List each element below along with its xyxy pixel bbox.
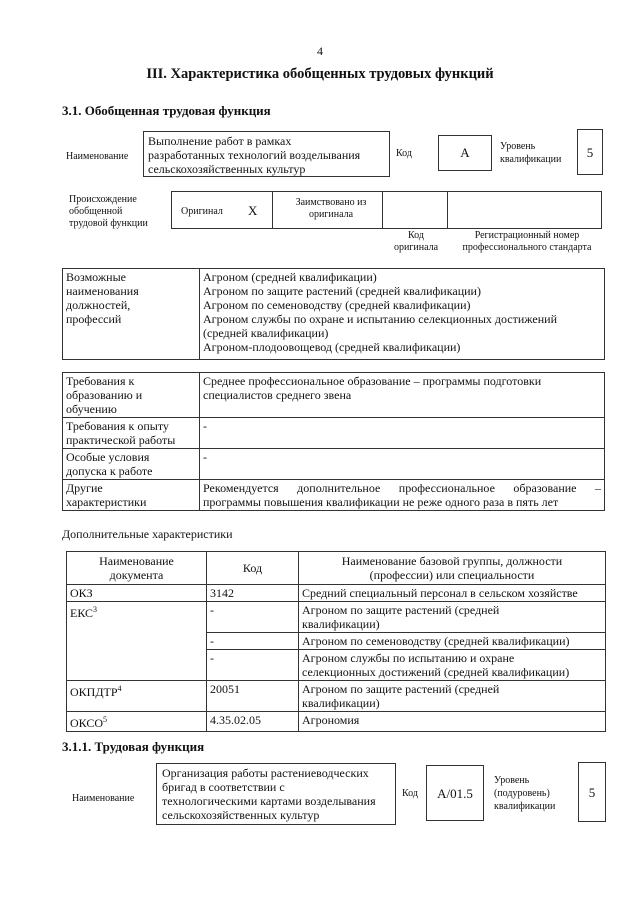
requirements-row [63, 449, 605, 480]
footnote-mark: 5 [103, 715, 108, 724]
gtf-name-line: Выполнение работ в рамках [148, 134, 292, 148]
extra-name-cell [299, 681, 606, 712]
extra-table [66, 551, 606, 732]
requirement-value-line: - [203, 419, 207, 433]
origin-label-line: обобщенной [69, 206, 123, 217]
requirement-label-line: Требования к опыту [66, 419, 169, 433]
extra-header-doc [67, 552, 207, 585]
extra-header-line: (профессии) или специальности [369, 568, 535, 582]
positions-label [63, 269, 200, 360]
tf-level-label-line: Уровень [494, 775, 530, 786]
position-item: (средней квалификации) [203, 326, 329, 340]
extra-code-cell [207, 681, 299, 712]
extra-name-line: селекционных достижений (средней квалификации) [302, 665, 570, 679]
origin-code-caption [388, 230, 444, 254]
tf-name-line: Организация работы растениеводческих [162, 766, 369, 780]
extra-doc: ЕКС [70, 606, 94, 620]
position-item: Агроном службы по охране и испытанию селекционных достижений [203, 312, 558, 326]
extra-name-line: квалификации) [302, 696, 380, 710]
gtf-name-box [143, 131, 390, 177]
requirement-value-line: программы повышения квалификации не реже одного раза в пять лет [203, 495, 559, 509]
extra-header-code [207, 552, 299, 585]
origin-code-caption-line: Код [408, 230, 424, 241]
requirement-value [200, 373, 605, 418]
requirement-value-line: Рекомендуется дополнительное профессиональное образование – [203, 481, 601, 495]
origin-original-label: Оригинал [181, 206, 223, 217]
extra-name-line: Средний специальный персонал в сельском хозяйстве [302, 586, 578, 600]
position-item: Агроном (средней квалификации) [203, 270, 377, 284]
origin-reg-caption-line: профессионального стандарта [462, 242, 592, 253]
positions-label-line: наименования [66, 284, 139, 298]
extra-table-header [67, 552, 606, 585]
gtf-code-value: А [438, 135, 492, 171]
origin-borrowed-line: оригинала [308, 209, 354, 220]
extra-code: 3142 [210, 586, 234, 600]
positions-label-line: профессий [66, 312, 122, 326]
requirement-value [200, 449, 605, 480]
requirement-value-line: специалистов среднего звена [203, 388, 352, 402]
tf-code-label: Код [402, 788, 418, 799]
tf-name-line: сельскохозяйственных культур [162, 808, 320, 822]
origin-borrowed-label [276, 197, 386, 221]
tf-name-line: технологическими картами возделывания [162, 794, 376, 808]
extra-header-name [299, 552, 606, 585]
extra-name-line: Агроном по защите растений (средней [302, 682, 500, 696]
tf-title: 3.1.1. Трудовая функция [62, 739, 205, 754]
position-item: Агроном по защите растений (средней квалификации) [203, 284, 481, 298]
requirement-label [63, 418, 200, 449]
requirement-label [63, 480, 200, 511]
extra-name-cell [299, 585, 606, 602]
footnote-mark: 4 [117, 684, 122, 693]
extra-doc: ОКСО [70, 716, 104, 730]
table-row [67, 681, 606, 712]
tf-level-value: 5 [578, 762, 606, 822]
extra-title: Дополнительные характеристики [62, 527, 233, 541]
extra-doc: ОКПДТР [70, 685, 118, 699]
extra-doc-cell [67, 712, 207, 732]
origin-borrowed-line: Заимствовано из [295, 197, 367, 208]
positions-table [62, 268, 605, 360]
extra-code-cell [207, 633, 299, 650]
extra-doc-cell [67, 681, 207, 712]
extra-code-cell [207, 712, 299, 732]
origin-reg-caption [452, 230, 602, 254]
extra-name-line: Агроном службы по испытанию и охране [302, 651, 515, 665]
requirement-label-line: Требования к [66, 374, 135, 388]
extra-name-line: Агрономия [302, 713, 360, 727]
requirement-label-line: характеристики [66, 495, 147, 509]
positions-label-line: Возможные [66, 270, 126, 284]
extra-name-line: Агроном по семеноводству (средней квалификации) [302, 634, 570, 648]
subsection-title: 3.1. Обобщенная трудовая функция [62, 103, 271, 118]
requirements-row [63, 418, 605, 449]
extra-header-line: документа [109, 568, 164, 582]
extra-name-line: Агроном по защите растений (средней [302, 603, 500, 617]
requirement-label-line: допуска к работе [66, 464, 153, 478]
requirement-label-line: Другие [66, 481, 103, 495]
extra-name-cell [299, 602, 606, 633]
extra-header-line: Наименование базовой группы, должности [341, 554, 563, 568]
gtf-level-label-line: квалификации [500, 154, 562, 165]
origin-label-line: Происхождение [69, 194, 137, 205]
tf-name-label: Наименование [72, 793, 135, 804]
extra-code: - [210, 634, 214, 648]
tf-level-label-line: (подуровень) [494, 788, 550, 799]
tf-level-label [494, 774, 555, 813]
requirement-label-line: практической работы [66, 433, 176, 447]
tf-name-line: бригад в соответствии с [162, 780, 285, 794]
requirement-label [63, 449, 200, 480]
positions-list [200, 269, 605, 360]
extra-code: 20051 [210, 682, 240, 696]
origin-table [171, 191, 602, 229]
requirement-label-line: Особые условия [66, 450, 150, 464]
origin-label-line: трудовой функции [69, 218, 148, 229]
positions-label-line: должностей, [66, 298, 131, 312]
extra-name-line: квалификации) [302, 617, 380, 631]
tf-level-label-line: квалификации [494, 801, 556, 812]
requirement-label [63, 373, 200, 418]
extra-doc-cell [67, 602, 207, 681]
gtf-level-label-line: Уровень [500, 141, 536, 152]
page-number: 4 [317, 44, 323, 58]
table-row [67, 602, 606, 633]
extra-code-cell [207, 602, 299, 633]
extra-code: - [210, 603, 214, 617]
requirements-row [63, 373, 605, 418]
gtf-name-line: разработанных технологий возделывания [148, 148, 361, 162]
footnote-mark: 3 [93, 605, 98, 614]
table-row [67, 712, 606, 732]
origin-original-mark: Х [248, 203, 258, 218]
tf-code-value: A/01.5 [426, 765, 484, 821]
gtf-code-label: Код [396, 148, 412, 159]
extra-doc: ОКЗ [70, 586, 93, 600]
gtf-name-label: Наименование [66, 151, 129, 162]
extra-header-line: Код [242, 561, 263, 575]
gtf-name-line: сельскохозяйственных культур [148, 162, 306, 176]
origin-label [69, 194, 148, 230]
extra-code: 4.35.02.05 [210, 713, 261, 727]
table-row [67, 585, 606, 602]
origin-code-caption-line: оригинала [393, 242, 439, 253]
requirement-value [200, 418, 605, 449]
extra-name-cell [299, 712, 606, 732]
extra-name-cell [299, 650, 606, 681]
position-item: Агроном-плодоовощевод (средней квалификации) [203, 340, 461, 354]
requirement-value-line: Среднее профессиональное образование – программы подготовки [203, 374, 542, 388]
gtf-level-value: 5 [577, 129, 603, 175]
tf-name-box [156, 763, 396, 825]
requirements-table [62, 372, 605, 511]
requirement-value-line: - [203, 450, 207, 464]
extra-code: - [210, 651, 214, 665]
requirement-label-line: обучению [66, 402, 117, 416]
extra-name-cell [299, 633, 606, 650]
position-item: Агроном по семеноводству (средней квалификации) [203, 298, 471, 312]
requirements-row [63, 480, 605, 511]
extra-code-cell [207, 650, 299, 681]
requirement-value [200, 480, 605, 511]
extra-code-cell [207, 585, 299, 602]
origin-reg-caption-line: Регистрационный номер [474, 230, 580, 241]
gtf-level-label [500, 140, 561, 166]
extra-header-line: Наименование [99, 554, 174, 568]
extra-doc-cell [67, 585, 207, 602]
section-title: III. Характеристика обобщенных трудовых функций [146, 66, 494, 82]
requirement-label-line: образованию и [66, 388, 143, 402]
